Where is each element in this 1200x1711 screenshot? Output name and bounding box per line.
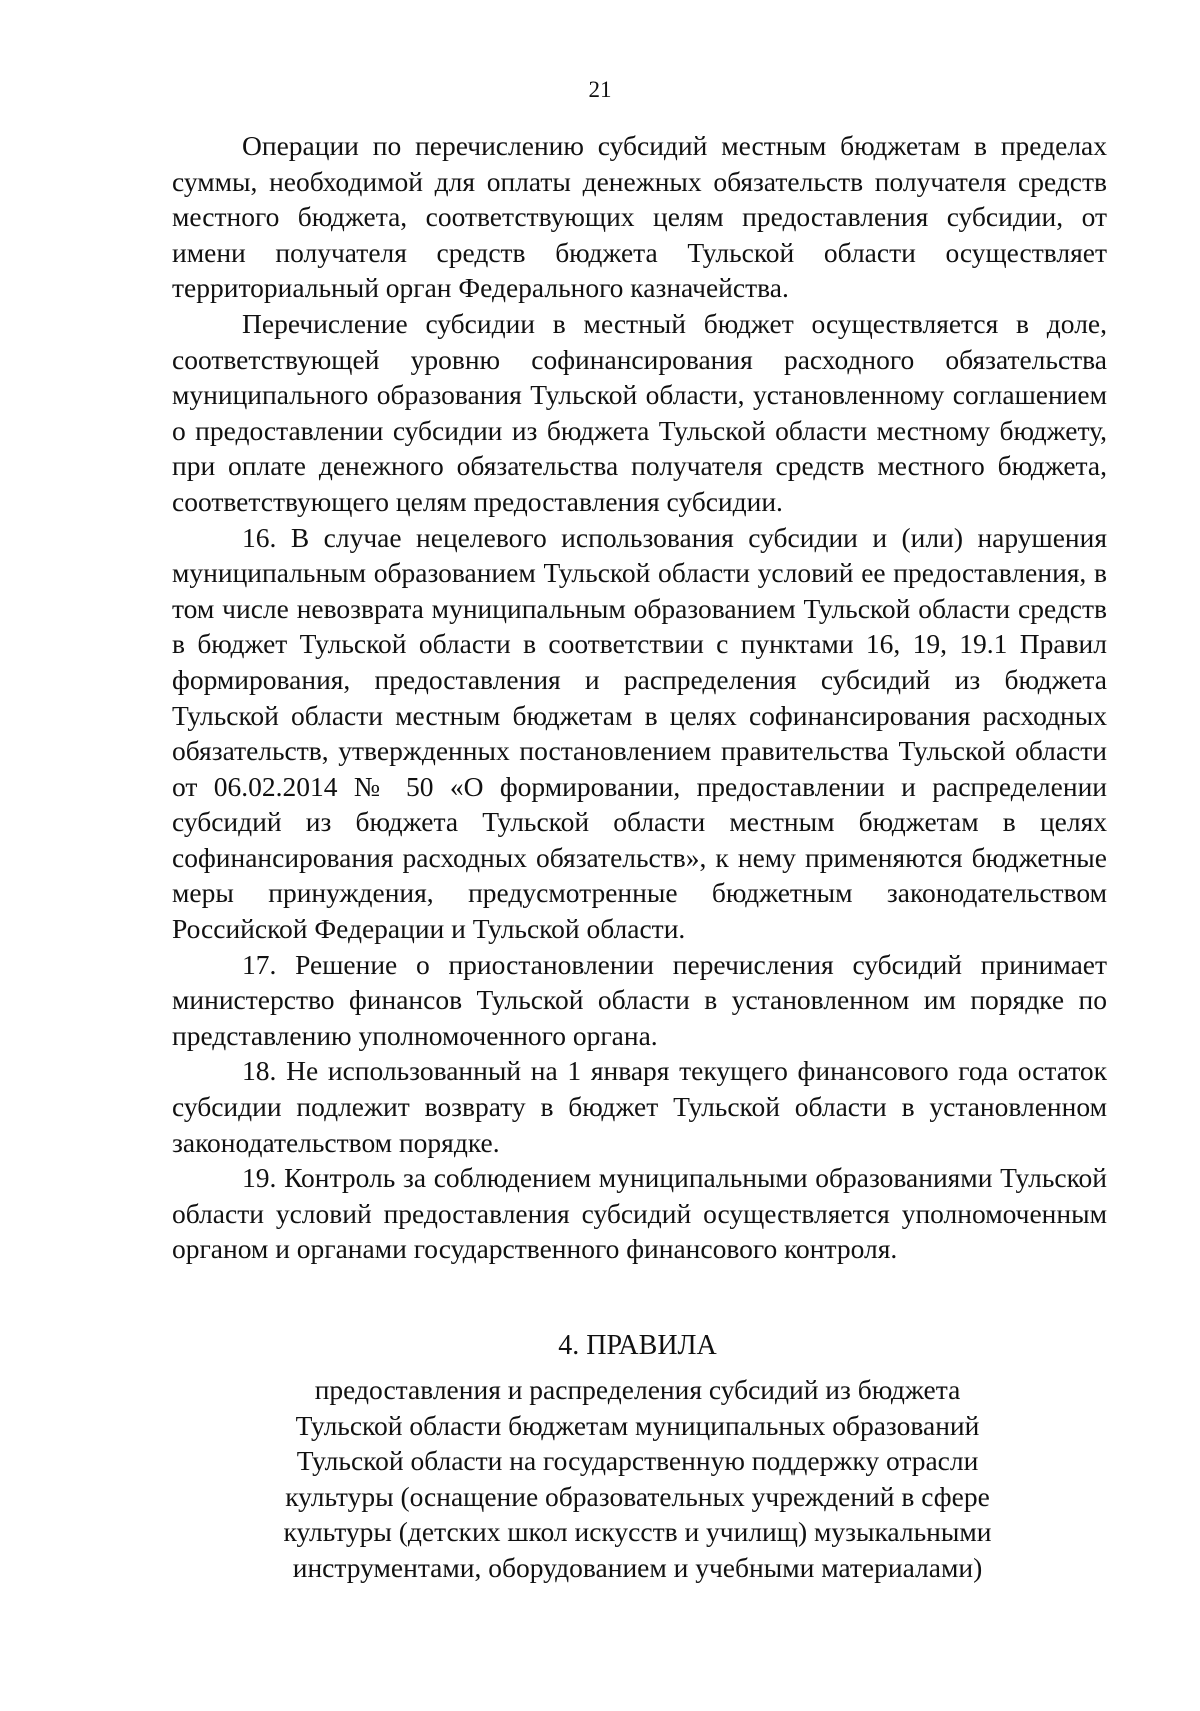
section-subtitle-line: культуры (детских школ искусств и училищ) музыкальными [283,1516,992,1548]
paragraph-item-16: 16. В случае нецелевого использования субсидии и (или) нарушения муниципальным образованием Тульской области условий ее предоставления, в том числе невозврата муниципальным образованием Тульской области средств в бюджет Тульской области в соответствии с пунктами 16, 19, 19.1 Правил формирования, предоставления и распределения субсидий из бюджета Тульской области местным бюджетам в целях софинансирования расходных обязательств, утвержденных постановлением правительства Тульской области от 06.02.2014 № 50 «О формировании, предоставлении и распределении субсидий из бюджета Тульской области местным бюджетам в целях софинансирования расходных обязательств», к нему применяются бюджетные меры принуждения, предусмотренные бюджетным законодательством Российской Федерации и Тульской области. [172,521,1107,945]
paragraph-subsidy-transfer-share: Перечисление субсидии в местный бюджет осуществляется в доле, соответствующей уровню софинансирования расходного обязательства муниципального образования Тульской области, установленному соглашением о предоставлении субсидии из бюджета Тульской области местному бюджету, при оплате денежного обязательства получателя средств местного бюджета, соответствующего целям предоставления субсидии. [172,307,1107,517]
section-subtitle-line: Тульской области на государственную поддержку отрасли [296,1445,979,1477]
section-subtitle-line: предоставления и распределения субсидий из бюджета [314,1374,961,1405]
section-subtitle-line: культуры (оснащение образовательных учреждений в сфере [285,1480,990,1512]
section-title: 4. ПРАВИЛА [558,1330,717,1361]
section-subtitle-line: инструментами, оборудованием и учебными материалами) [292,1551,983,1583]
page-number: 21 [588,77,612,102]
paragraph-item-18: 18. Не использованный на 1 января текущего финансового года остаток субсидии подлежит возврату в бюджет Тульской области в установленном законодательством порядке. [172,1055,1107,1158]
section-subtitle [250,1372,1025,1586]
paragraph-item-17: 17. Решение о приостановлении перечисления субсидий принимает министерство финансов Тульской области в установленном им порядке по представлению уполномоченного органа. [172,948,1107,1051]
section-subtitle-line: Тульской области бюджетам муниципальных образований [295,1409,980,1441]
document-body [172,128,1107,1267]
paragraph-subsidy-transfer-operations: Операции по перечислению субсидий местным бюджетам в пределах суммы, необходимой для оплаты денежных обязательств получателя средств местного бюджета, соответствующих целям предоставления субсидии, от имени получателя средств бюджета Тульской области осуществляет территориальный орган Федерального казначейства. [172,130,1107,304]
paragraph-item-19: 19. Контроль за соблюдением муниципальными образованиями Тульской области условий предоставления субсидий осуществляется уполномоченным органом и органами государственного финансового контроля. [172,1162,1107,1265]
